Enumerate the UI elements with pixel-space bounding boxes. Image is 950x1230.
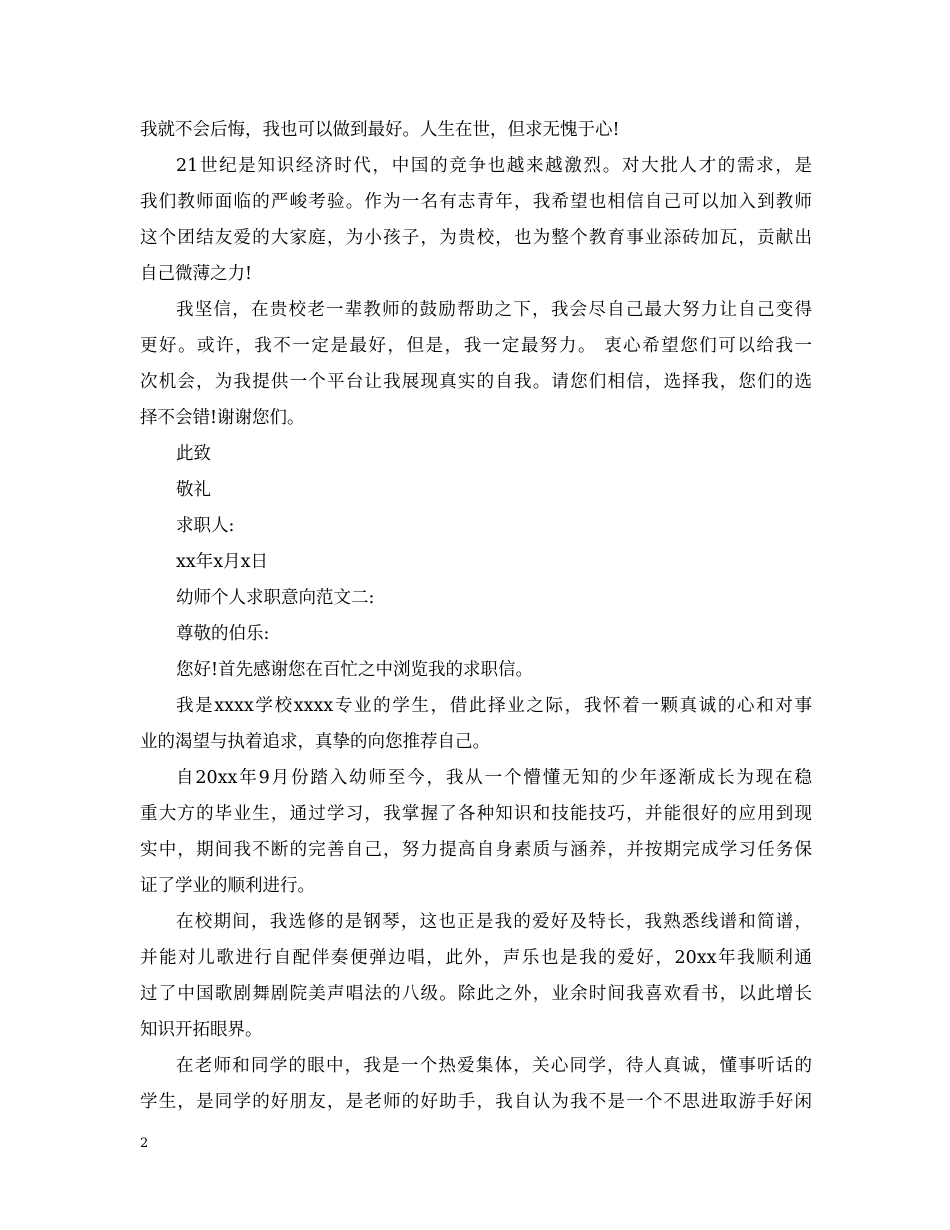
text-line: 更好。或许，我不一定是最好，但是，我一定最努力。 衷心希望您们可以给我一 [140,336,812,356]
text-line: 自己微薄之力! [140,264,253,284]
text-line: 次机会，为我提供一个平台让我展现真实的自我。请您们相信，选择我，您们的选 [140,372,812,392]
text-line: 这个团结友爱的大家庭，为小孩子，为贵校，也为整个教育事业添砖加瓦，贡献出 [140,228,812,248]
section-heading: 幼师个人求职意向范文二: [176,588,375,608]
paragraph-first-line: 我坚信，在贵校老一辈教师的鼓励帮助之下，我会尽自己最大努力让自己变得 [176,300,812,320]
text-line: 重大方的毕业生，通过学习，我掌握了各种知识和技能技巧，并能很好的应用到现 [140,804,812,824]
paragraph-first-line: 21世纪是知识经济时代，中国的竞争也越来越激烈。对大批人才的需求，是 [176,156,812,176]
letter-date: xx年x月x日 [176,552,268,572]
text-line: 并能对儿歌进行自配伴奏便弹边唱，此外，声乐也是我的爱好，20xx年我顺利通 [140,948,812,968]
text-line: 我们教师面临的严峻考验。作为一名有志青年，我希望也相信自己可以加入到教师 [140,192,812,212]
text-line: 知识开拓眼界。 [140,1020,263,1040]
closing-regards: 敬礼 [176,480,211,500]
text-line: 业的渴望与执着追求，真挚的向您推荐自己。 [140,732,490,752]
text-line: 过了中国歌剧舞剧院美声唱法的八级。除此之外，业余时间我喜欢看书，以此增长 [140,984,812,1004]
applicant-label: 求职人: [176,516,235,536]
paragraph-first-line: 在老师和同学的眼中，我是一个热爱集体，关心同学，待人真诚，懂事听话的 [176,1056,812,1076]
greeting: 尊敬的伯乐: [176,624,270,644]
text-line: 学生，是同学的好朋友，是老师的好助手，我自认为我不是一个不思进取游手好闲 [140,1092,812,1112]
text-line: 实中，期间我不断的完善自己，努力提高自身素质与涵养，并按期完成学习任务保 [140,840,812,860]
paragraph-first-line: 您好!首先感谢您在百忙之中浏览我的求职信。 [176,660,534,680]
text-line: 我就不会后悔，我也可以做到最好。人生在世，但求无愧于心! [140,120,620,140]
text-line: 择不会错!谢谢您们。 [140,408,305,428]
closing-salutation: 此致 [176,444,211,464]
text-line: 证了学业的顺利进行。 [140,876,315,896]
paragraph-first-line: 在校期间，我选修的是钢琴，这也正是我的爱好及特长，我熟悉线谱和简谱， [176,912,812,932]
page-number: 2 [140,1136,149,1151]
paragraph-first-line: 我是xxxx学校xxxx专业的学生，借此择业之际，我怀着一颗真诚的心和对事 [176,696,812,716]
paragraph-first-line: 自20xx年9月份踏入幼师至今，我从一个懵懂无知的少年逐渐成长为现在稳 [176,768,812,788]
